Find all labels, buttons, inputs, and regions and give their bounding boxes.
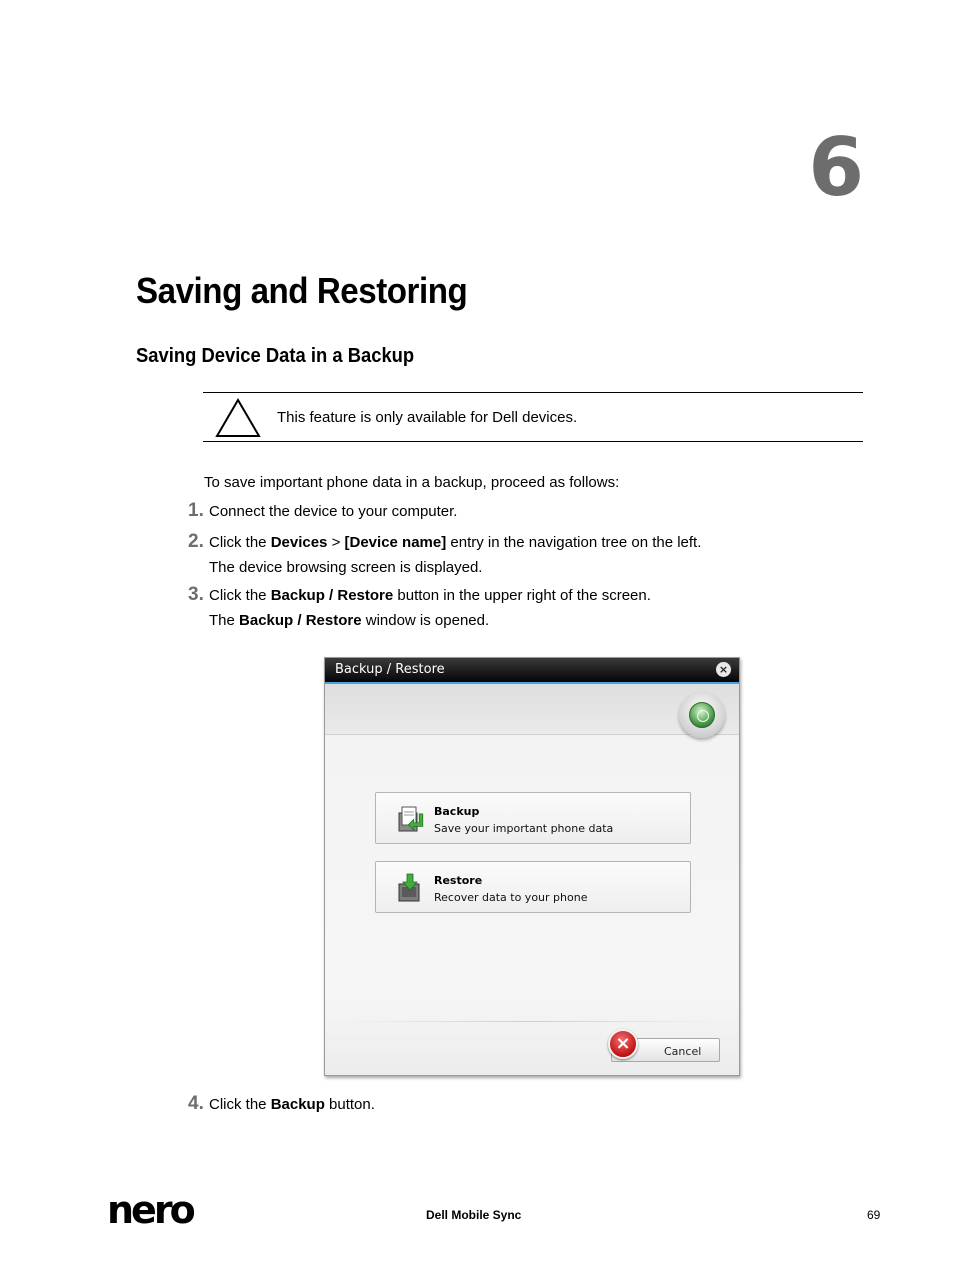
chapter-number: 6 [808, 121, 864, 214]
step-text: Connect the device to your computer. [209, 503, 458, 520]
step-text: entry in the navigation tree on the left. [446, 534, 702, 551]
option-description: Save your important phone data [434, 822, 614, 835]
ui-term: Devices [270, 534, 328, 551]
step-4 [188, 1093, 375, 1115]
step-number: 4. [188, 1093, 204, 1114]
cancel-button[interactable] [611, 1033, 720, 1062]
ui-term: [Device name] [344, 534, 447, 551]
footer-product-name: Dell Mobile Sync [426, 1208, 522, 1222]
step-text: > [327, 534, 345, 551]
dialog-titlebar [325, 658, 739, 684]
nero-logo-text: nero [107, 1190, 193, 1228]
step-number: 2. [188, 531, 204, 552]
restore-button[interactable] [375, 861, 691, 913]
option-title: Backup [434, 805, 480, 818]
backup-box-icon [394, 803, 426, 835]
option-description: Recover data to your phone [434, 891, 588, 904]
warning-triangle-icon [215, 398, 261, 438]
step-number: 3. [188, 584, 204, 605]
ui-term: Backup [270, 1096, 325, 1113]
step-text: button. [324, 1096, 375, 1113]
footer-page-number: 69 [867, 1208, 881, 1222]
step-text: button in the upper right of the screen. [393, 587, 651, 604]
backup-restore-dialog [324, 657, 740, 1076]
step-result: The device browsing screen is displayed. [209, 559, 483, 576]
status-orb-icon[interactable] [679, 692, 725, 738]
dialog-header-band [325, 684, 739, 735]
cancel-label: Cancel [664, 1045, 702, 1058]
note-box [203, 392, 863, 442]
step-result [188, 612, 651, 629]
cancel-x-icon: × [608, 1029, 638, 1059]
ui-term: Backup / Restore [270, 587, 394, 604]
page-title: Saving and Restoring [136, 270, 468, 311]
step-text: Click the [209, 587, 271, 604]
step-number: 1. [188, 500, 204, 521]
close-icon[interactable]: × [716, 662, 731, 677]
dialog-title: Backup / Restore [335, 662, 445, 677]
note-text: This feature is only available for Dell devices. [277, 409, 578, 426]
step-text: window is opened. [361, 612, 490, 629]
backup-button[interactable] [375, 792, 691, 844]
restore-box-icon [394, 872, 426, 904]
step-1 [188, 500, 457, 522]
option-title: Restore [434, 874, 483, 887]
step-2 [188, 531, 701, 576]
section-title: Saving Device Data in a Backup [136, 345, 415, 367]
step-3 [188, 584, 651, 629]
step-text: Click the [209, 534, 271, 551]
step-text: Click the [209, 1096, 271, 1113]
ui-term: Backup / Restore [239, 612, 362, 629]
intro-text: To save important phone data in a backup, proceed as follows: [204, 474, 620, 491]
nero-logo [107, 1190, 211, 1228]
step-text: The [209, 612, 240, 629]
dialog-divider [345, 1021, 719, 1022]
